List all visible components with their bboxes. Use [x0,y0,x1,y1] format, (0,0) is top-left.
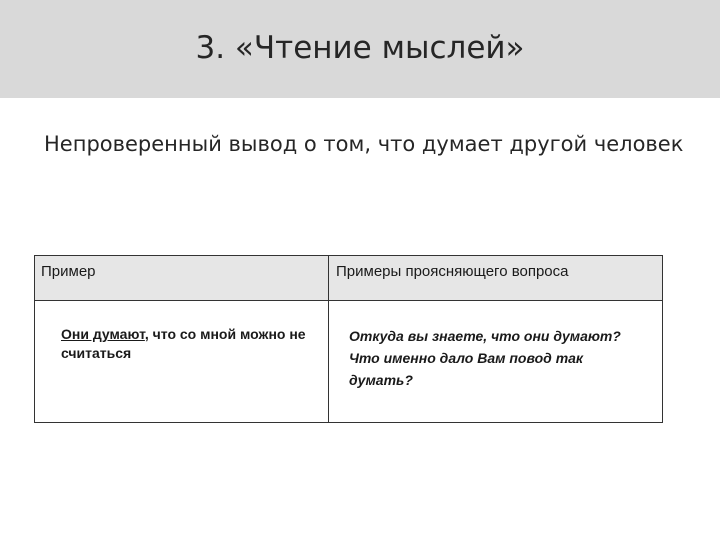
header-example: Пример [35,256,329,301]
questions-cell [329,301,663,423]
table-header-row [35,256,663,301]
table-row [35,301,663,423]
header-clarifying-questions: Примеры проясняющего вопроса [329,256,663,301]
slide-title: 3. «Чтение мыслей» [195,30,525,66]
definition-text: Непроверенный вывод о том, что думает другой человек [44,132,684,156]
example-rest-text: , что со мной можно не считаться [61,326,306,361]
clarifying-question: Откуда вы знаете, что они думают? [349,328,621,344]
example-cell [35,301,329,423]
example-underlined-text: Они думают [61,326,145,342]
examples-table [34,255,663,423]
clarifying-question: Что именно дало Вам повод так думать? [349,350,584,388]
